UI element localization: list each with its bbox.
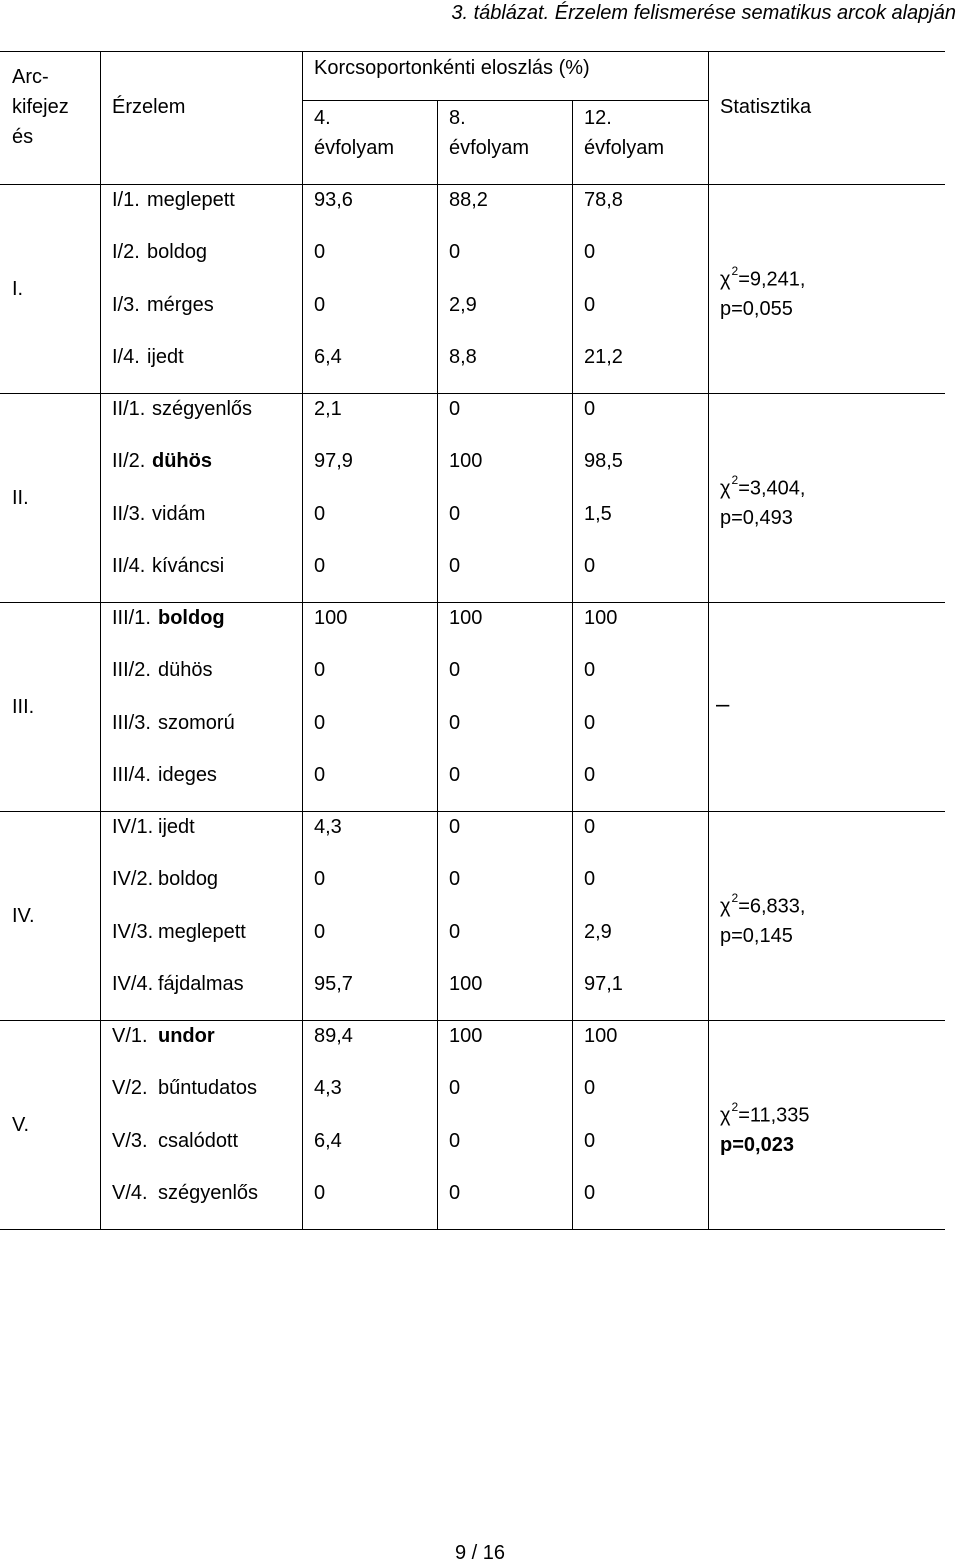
header-grade12-num: 12.	[584, 107, 612, 129]
cell-g8: 0	[449, 1181, 461, 1204]
cell-g8: 100	[449, 1025, 483, 1047]
chi-value: =11,335	[738, 1104, 810, 1127]
row-emotion: meglepett	[158, 920, 246, 943]
cell-g4: 0	[314, 293, 326, 316]
stat-chi-line	[720, 1095, 810, 1131]
cell-g12: 0	[584, 868, 596, 891]
stat-cell	[720, 886, 805, 952]
cell-g12: 0	[584, 659, 596, 682]
row-emotion: bűntudatos	[158, 1077, 257, 1100]
row-code: I/1.	[112, 189, 140, 211]
cell-g4: 0	[314, 1181, 326, 1204]
col-divider-4	[572, 100, 573, 1229]
chi-superscript: 2	[731, 263, 739, 278]
stat-chi-line	[720, 886, 805, 922]
rule-group-1	[0, 393, 945, 394]
chi-symbol: χ	[720, 895, 731, 918]
cell-g4: 0	[314, 868, 326, 891]
stat-cell	[720, 468, 805, 534]
group-label: II.	[12, 486, 29, 509]
cell-g4: 0	[314, 711, 326, 734]
stat-p-value: p=0,055	[720, 298, 793, 321]
cell-g8: 100	[449, 972, 483, 995]
cell-g12: 0	[584, 293, 596, 316]
header-statistics: Statisztika	[720, 96, 812, 118]
cell-g8: 0	[449, 502, 461, 525]
cell-g8: 0	[449, 1077, 461, 1100]
row-emotion: ideges	[158, 763, 217, 786]
cell-g12: 1,5	[584, 502, 612, 525]
cell-g4: 97,9	[314, 450, 353, 473]
cell-g4: 4,3	[314, 816, 342, 838]
cell-g4: 6,4	[314, 345, 342, 368]
cell-g8: 0	[449, 1129, 461, 1152]
row-code: I/2.	[112, 241, 140, 264]
header-col1-line2: kifejez	[12, 96, 69, 118]
stat-dash: –	[716, 690, 730, 718]
col-divider-5	[708, 51, 709, 1229]
row-code: I/3.	[112, 293, 140, 316]
chi-value: =3,404,	[738, 477, 806, 500]
row-emotion: dühös	[158, 659, 213, 682]
cell-g12: 100	[584, 1025, 618, 1047]
cell-g8: 0	[449, 868, 461, 891]
cell-g8: 0	[449, 711, 461, 734]
row-emotion: dühös	[152, 450, 212, 473]
row-emotion: boldog	[147, 241, 208, 264]
cell-g4: 2,1	[314, 398, 342, 420]
group-label: I.	[12, 277, 24, 300]
cell-g8: 0	[449, 763, 461, 786]
chi-superscript: 2	[731, 472, 739, 487]
header-grade4-num: 4.	[314, 107, 331, 129]
row-emotion: fájdalmas	[158, 972, 244, 995]
col-divider-3	[437, 100, 438, 1229]
stat-p-value: p=0,145	[720, 925, 793, 948]
cell-g12: 0	[584, 711, 596, 734]
row-code: IV/1.	[112, 816, 154, 838]
cell-g4: 95,7	[314, 972, 353, 995]
header-emotion: Érzelem	[112, 96, 186, 118]
cell-g12: 0	[584, 1181, 596, 1204]
col-divider-1	[100, 51, 101, 1229]
row-code: III/3.	[112, 711, 151, 734]
cell-g4: 89,4	[314, 1025, 353, 1047]
cell-g8: 100	[449, 450, 483, 473]
row-emotion: csalódott	[158, 1129, 239, 1152]
cell-g8: 2,9	[449, 293, 477, 316]
rule-group-3	[0, 811, 945, 812]
cell-g12: 2,9	[584, 920, 612, 943]
row-emotion: meglepett	[147, 189, 235, 211]
cell-g12: 0	[584, 554, 596, 577]
row-code: III/4.	[112, 763, 151, 786]
group-label: V.	[12, 1113, 30, 1136]
row-code: IV/3.	[112, 920, 154, 943]
cell-g8: 8,8	[449, 345, 477, 368]
cell-g4: 4,3	[314, 1077, 342, 1100]
row-emotion: boldog	[158, 607, 225, 629]
row-code: III/1.	[112, 607, 151, 629]
col-divider-2	[302, 51, 303, 1229]
stat-chi-line	[720, 468, 805, 504]
row-code: II/1.	[112, 398, 146, 420]
row-code: II/2.	[112, 450, 146, 473]
stat-p-value: p=0,023	[720, 1134, 794, 1157]
rule-top	[0, 51, 945, 52]
header-grade4-label: évfolyam	[314, 137, 395, 159]
row-emotion: undor	[158, 1025, 215, 1047]
row-code: I/4.	[112, 345, 140, 368]
chi-symbol: χ	[720, 268, 731, 291]
cell-g4: 0	[314, 920, 326, 943]
cell-g12: 0	[584, 241, 596, 264]
cell-g4: 100	[314, 607, 348, 629]
cell-g4: 93,6	[314, 189, 353, 211]
cell-g8: 88,2	[449, 189, 488, 211]
stat-cell	[720, 259, 805, 325]
row-code: II/3.	[112, 502, 146, 525]
row-emotion: boldog	[158, 868, 219, 891]
page-number: 9 / 16	[454, 1542, 506, 1564]
row-emotion: ijedt	[158, 816, 195, 838]
row-emotion: mérges	[147, 293, 214, 316]
header-col1-line3: és	[12, 126, 34, 148]
row-emotion: szomorú	[158, 711, 235, 734]
chi-value: =6,833,	[738, 895, 806, 918]
cell-g4: 0	[314, 763, 326, 786]
row-emotion: szégyenlős	[158, 1181, 259, 1204]
cell-g8: 0	[449, 241, 461, 264]
row-code: V/3.	[112, 1129, 148, 1152]
cell-g8: 0	[449, 659, 461, 682]
cell-g8: 0	[449, 398, 461, 420]
chi-symbol: χ	[720, 1104, 731, 1127]
cell-g12: 100	[584, 607, 618, 629]
cell-g4: 0	[314, 241, 326, 264]
row-code: IV/2.	[112, 868, 154, 891]
cell-g4: 6,4	[314, 1129, 342, 1152]
stat-chi-line	[720, 259, 805, 295]
chi-superscript: 2	[731, 890, 739, 905]
cell-g12: 0	[584, 763, 596, 786]
row-emotion: ijedt	[147, 345, 184, 368]
table-caption: 3. táblázat. Érzelem felismerése sematikus arcok alapján	[451, 2, 956, 24]
chi-superscript: 2	[731, 1099, 739, 1114]
row-code: IV/4.	[112, 972, 154, 995]
row-code: III/2.	[112, 659, 151, 682]
cell-g12: 78,8	[584, 189, 623, 211]
group-label: III.	[12, 695, 35, 718]
row-code: II/4.	[112, 554, 146, 577]
cell-g8: 100	[449, 607, 483, 629]
rule-group-2	[0, 602, 945, 603]
header-col1-line1: Arc-	[12, 66, 49, 88]
cell-g12: 0	[584, 1129, 596, 1152]
header-grade8-label: évfolyam	[449, 137, 530, 159]
cell-g4: 0	[314, 502, 326, 525]
row-emotion: kíváncsi	[152, 554, 225, 577]
rule-group-header	[302, 100, 708, 101]
cell-g12: 0	[584, 398, 596, 420]
stat-cell	[720, 1095, 810, 1161]
cell-g12: 0	[584, 1077, 596, 1100]
cell-g8: 0	[449, 920, 461, 943]
rule-group-4	[0, 1020, 945, 1021]
cell-g8: 0	[449, 554, 461, 577]
cell-g8: 0	[449, 816, 461, 838]
cell-g4: 0	[314, 659, 326, 682]
row-code: V/1.	[112, 1025, 148, 1047]
rule-bottom	[0, 1229, 945, 1230]
row-emotion: szégyenlős	[152, 398, 253, 420]
cell-g12: 97,1	[584, 972, 623, 995]
row-code: V/2.	[112, 1077, 148, 1100]
header-group: Korcsoportonkénti eloszlás (%)	[314, 57, 590, 79]
row-code: V/4.	[112, 1181, 148, 1204]
stat-p-value: p=0,493	[720, 507, 793, 530]
cell-g12: 21,2	[584, 345, 623, 368]
row-emotion: vidám	[152, 502, 206, 525]
header-grade12-label: évfolyam	[584, 137, 665, 159]
group-label: IV.	[12, 904, 35, 927]
cell-g12: 98,5	[584, 450, 623, 473]
cell-g12: 0	[584, 816, 596, 838]
chi-symbol: χ	[720, 477, 731, 500]
header-grade8-num: 8.	[449, 107, 466, 129]
chi-value: =9,241,	[738, 268, 806, 291]
cell-g4: 0	[314, 554, 326, 577]
rule-header-bottom	[0, 184, 945, 185]
